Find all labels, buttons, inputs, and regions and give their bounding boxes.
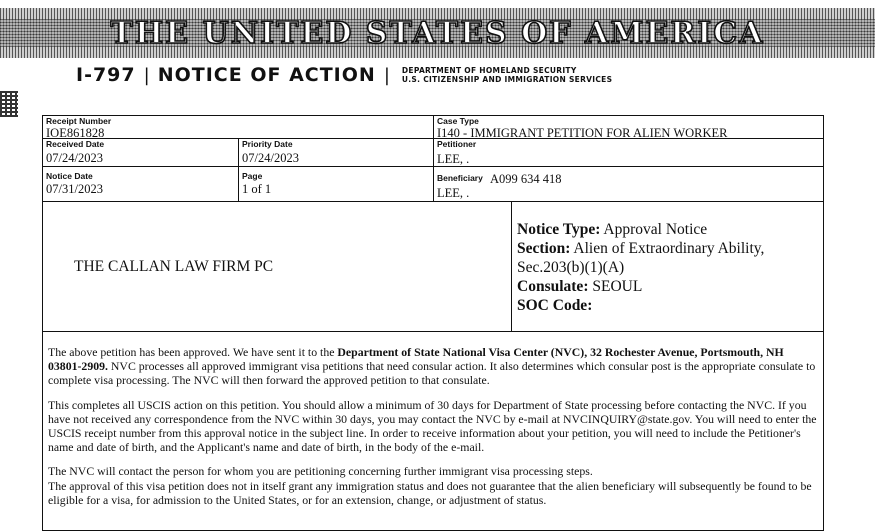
body-p1-text: The above petition has been approved. We have sent it to the: [48, 345, 338, 359]
body-paragraph-3: The NVC will contact the person for whom you are petitioning concerning further immigrant visa processing steps.: [48, 464, 593, 479]
banner-title: THE UNITED STATES OF AMERICA: [110, 15, 765, 51]
agency-block: [402, 66, 612, 84]
notice-type-line: [517, 220, 764, 239]
received-date-label: Received Date: [46, 139, 105, 149]
priority-date-cell: [238, 138, 434, 167]
section-line: [517, 239, 764, 258]
notice-details: [517, 220, 764, 315]
consulate-line: [517, 277, 764, 296]
consulate-value: SEOUL: [592, 278, 643, 295]
notice-date-cell: [42, 166, 239, 202]
page-label: Page: [242, 171, 263, 181]
body-paragraph-2: This completes all USCIS action on this petition. You should allow a minimum of 30 days for Department of State processing before contacting the NVC. If you have not received any correspondence from the NVC within 30 days, you may contact the NVC by e-mail at NVCINQUIRY@state.gov. You will need to enter the USCIS receipt number from this approval notice in the subject line. In order to receive information about your petition, you will need to include the Petitioner's name and date of birth, and the Applicant's name and date of birth, in the body of the e-mail.: [48, 397, 817, 455]
section-code: Sec.203(b)(1)(A): [517, 259, 625, 276]
notice-date-value: 07/31/2023: [46, 182, 103, 196]
law-firm-name: THE CALLAN LAW FIRM PC: [74, 258, 274, 275]
case-type-value: I140 - IMMIGRANT PETITION FOR ALIEN WORKER: [437, 126, 728, 139]
body-paragraph-4: The approval of this visa petition does not in itself grant any immigration status and does not guarantee that the alien beneficiary will subsequently be found to be eligible for a visa, for admission to the United States, or for an extension, change, or adjustment of status.: [48, 478, 812, 507]
case-type-label: Case Type: [437, 116, 479, 126]
notice-title: NOTICE OF ACTION: [157, 64, 376, 86]
agency-line-1: DEPARTMENT OF HOMELAND SECURITY: [401, 66, 577, 75]
page-value: 1 of 1: [242, 182, 272, 196]
page-cell: [238, 166, 434, 202]
consulate-label: Consulate:: [517, 278, 589, 295]
barcode-mark: [0, 91, 18, 117]
beneficiary-value: LEE, .: [437, 186, 470, 200]
nvc-address: Department of State National Visa Center (NVC), 32 Rochester Avenue, Portsmouth, NH 03801-2909.: [48, 345, 784, 374]
beneficiary-id: A099 634 418: [490, 172, 562, 186]
received-date-value: 07/24/2023: [46, 151, 103, 165]
soc-code-label: SOC Code:: [517, 297, 593, 314]
body-p1-text-2: NVC processes all approved immigrant visa petitions that need consular action. It also determines which consular post is the appropriate consulate to complete visa processing. The NVC will then forward the approved petition to that consulate.: [48, 359, 816, 388]
case-type-cell: [433, 115, 824, 139]
agency-line-2: U.S. CITIZENSHIP AND IMMIGRATION SERVICES: [401, 75, 613, 84]
header-separator: |: [143, 64, 150, 86]
petitioner-value: LEE, .: [437, 152, 470, 166]
body-paragraph-1: [48, 345, 818, 388]
notice-type-value: Approval Notice: [603, 221, 708, 238]
beneficiary-cell: [433, 166, 824, 202]
notice-type-label: Notice Type:: [517, 221, 601, 238]
soc-code-line: [517, 296, 764, 315]
header-separator-2: |: [383, 64, 390, 86]
notice-date-label: Notice Date: [46, 171, 93, 181]
petitioner-cell: [433, 138, 824, 167]
priority-date-value: 07/24/2023: [242, 151, 299, 165]
section-label: Section:: [517, 240, 571, 257]
form-header: [76, 63, 612, 87]
receipt-number-label: Receipt Number: [46, 116, 112, 126]
petitioner-label: Petitioner: [437, 139, 477, 149]
received-date-cell: [42, 138, 239, 167]
priority-date-label: Priority Date: [242, 139, 293, 149]
receipt-number-value: IOE861828: [46, 126, 105, 139]
beneficiary-label: Beneficiary: [437, 173, 483, 183]
notice-body: [48, 345, 818, 507]
banner: [0, 8, 875, 58]
form-id: I-797: [76, 64, 136, 86]
section-value: Alien of Extraordinary Ability,: [573, 240, 765, 257]
receipt-number-cell: [42, 115, 434, 139]
